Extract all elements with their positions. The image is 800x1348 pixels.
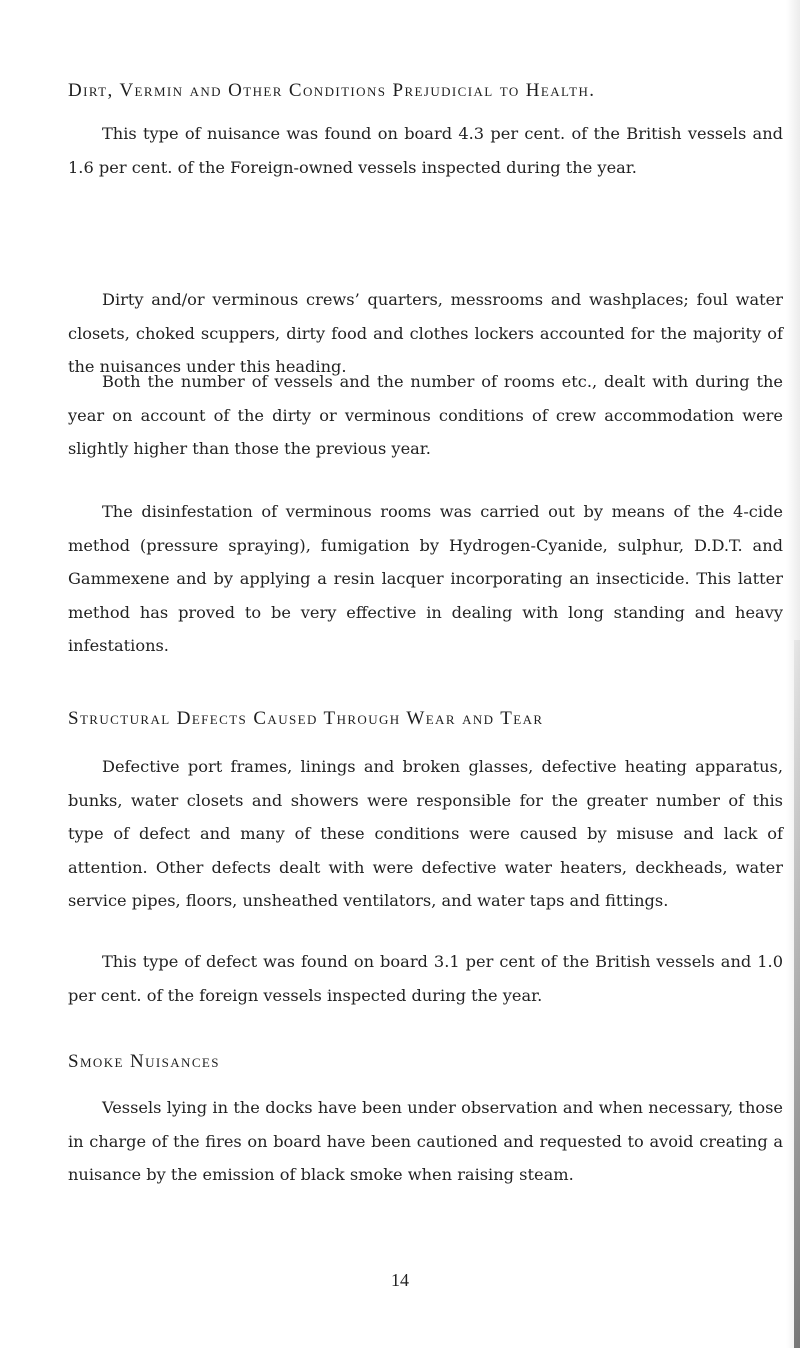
paragraph-dirty-quarters: Dirty and/or verminous crews’ quarters, messrooms and washplaces; foul water closets, choked scuppers, dirty food and clothes lockers accounted for the majority of the nuisances under this heading. [68,290,783,376]
page-number: 14 [391,1270,409,1290]
paragraph-nuisance-percentages: This type of nuisance was found on board 4.3 per cent. of the British vessels and 1.6 per cent. of the Foreign-owned vessels inspected during the year. [68,124,783,177]
section-heading-smoke-nuisances: Smoke Nuisances [68,1051,220,1072]
paragraph-defective-port-frames: Defective port frames, linings and broken glasses, defective heating apparatus, bunks, water closets and showers were responsible for the greater number of this type of defect and many of these conditions were caused by misuse and lack of attention. Other defects dealt with were defective water heaters, deckheads, water service pipes, floors, unsheathed ventilators, and water taps and fittings. [68,757,783,910]
paragraph-defect-percentages: This type of defect was found on board 3.1 per cent of the British vessels and 1.0 per cent. of the foreign vessels inspected during the year. [68,952,783,1005]
page-edge-binding-shadow [794,640,800,1348]
section-heading-dirt-vermin: Dirt, Vermin and Other Conditions Prejudicial to Health. [68,80,596,101]
paragraph-disinfestation: The disinfestation of verminous rooms was carried out by means of the 4-cide method (pressure spraying), fumigation by Hydrogen-Cyanide, sulphur, D.D.T. and Gammexene and by applying a resin lacquer incorporating an insecticide. This latter method has proved to be very effective in dealing with long standing and heavy infestations. [68,502,783,655]
paragraph-vessel-numbers: Both the number of vessels and the number of rooms etc., dealt with during the year on account of the dirty or verminous conditions of crew accommodation were slightly higher than those the previous year. [68,372,783,458]
paragraph-smoke-vessels: Vessels lying in the docks have been under observation and when necessary, those in charge of the fires on board have been cautioned and requested to avoid creating a nuisance by the emission of black smoke when raising steam. [68,1098,783,1184]
section-heading-structural-defects: Structural Defects Caused Through Wear and Tear [68,708,544,729]
